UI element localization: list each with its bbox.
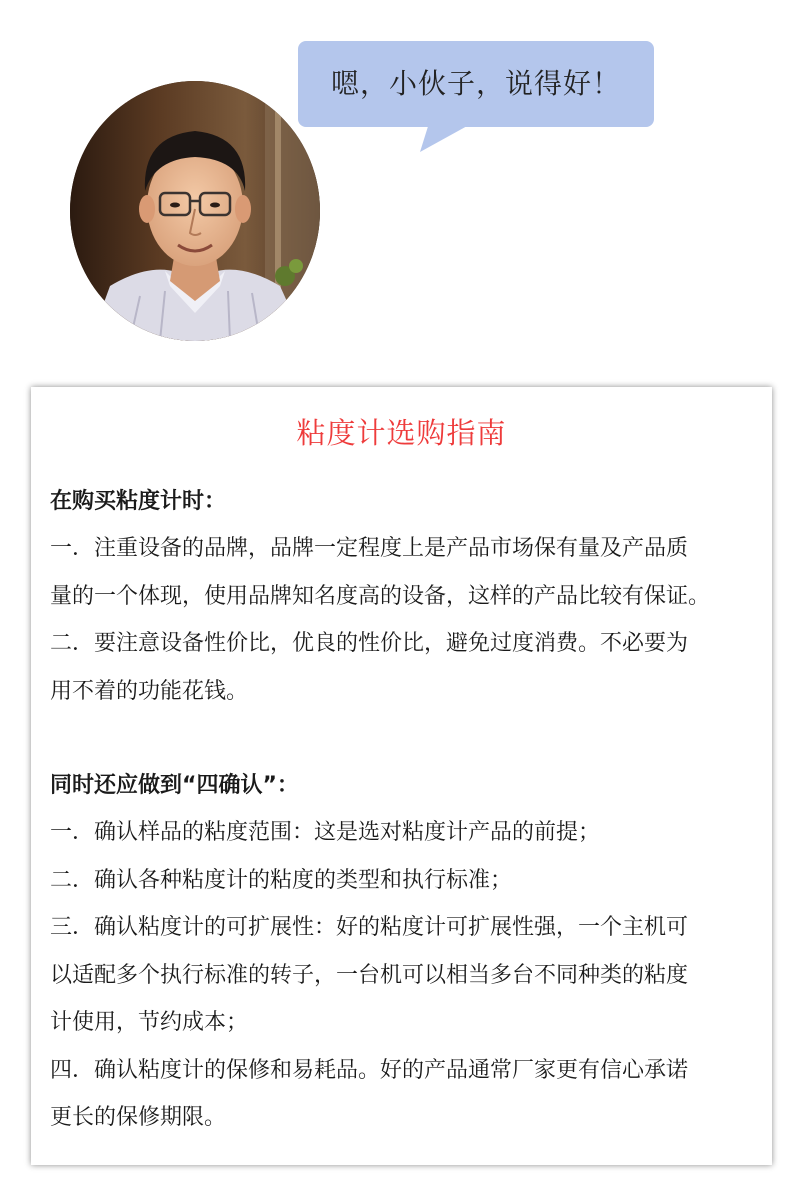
paragraph-line: 量的一个体现，使用品牌知名度高的设备，这样的产品比较有保证。 (50, 583, 711, 609)
paragraph-line: 三．确认粘度计的可扩展性：好的粘度计可扩展性强，一个主机可 (50, 915, 689, 940)
guide-card (31, 387, 772, 1165)
paragraph-line: 以适配多个执行标准的转子，一台机可以相当多台不同种类的粘度 (50, 962, 689, 988)
paragraph-line: 二．确认各种粘度计的粘度的类型和执行标准； (50, 867, 513, 893)
section-heading-purchase: 在购买粘度计时： (50, 489, 227, 514)
person-photo-icon (70, 81, 320, 341)
speech-bubble (298, 41, 654, 127)
speech-bubble-text: 嗯，小伙子，说得好！ (330, 67, 621, 100)
paragraph-line: 二．要注意设备性价比，优良的性价比，避免过度消费。不必要为 (50, 631, 689, 656)
paragraph-line: 用不着的功能花钱。 (50, 678, 249, 704)
speech-bubble-tail (420, 120, 480, 154)
paragraph-line: 更长的保修期限。 (50, 1105, 227, 1130)
avatar (70, 81, 320, 341)
section-heading-four-confirm: 同时还应做到“四确认”： (50, 773, 299, 798)
paragraph-line: 一．确认样品的粘度范围：这是选对粘度计产品的前提； (50, 820, 601, 845)
card-title: 粘度计选购指南 (296, 416, 507, 450)
paragraph-line: 四．确认粘度计的保修和易耗品。好的产品通常厂家更有信心承诺 (50, 1057, 689, 1083)
card-body (50, 479, 760, 1142)
section-spacer (50, 715, 760, 763)
paragraph-line: 一．注重设备的品牌，品牌一定程度上是产品市场保有量及产品质 (50, 536, 689, 561)
paragraph-line: 计使用，节约成本； (50, 1010, 249, 1035)
